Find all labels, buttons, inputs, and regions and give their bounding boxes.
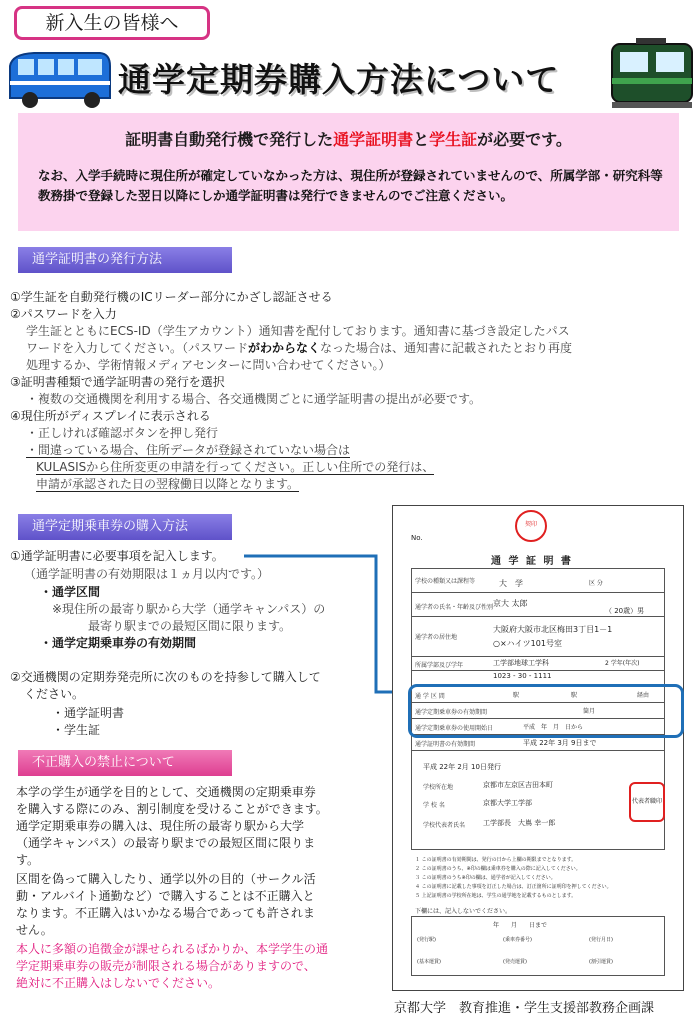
cert-field: ５ 上記証明書の学校所在地は、学生の通学地を記載するものとします。 — [415, 893, 577, 899]
cert-field: 京都大学工学部 — [483, 799, 532, 807]
purchase-section-note: 最寄り駅までの最短区間に限ります。 — [88, 619, 292, 633]
issue-step-3-line: ・複数の交通機関を利用する場合、各交通機関ごとに通学証明書の提出が必要です。 — [26, 392, 482, 406]
cert-field: 通 学 区 間 — [415, 693, 445, 700]
cert-field: 平成 22年 3月 9日まで — [523, 739, 597, 747]
page-title: 通学定期券購入方法について — [118, 60, 560, 99]
cert-field: 駅 — [513, 692, 520, 699]
cert-field: 1023 - 30 - 1111 — [493, 672, 552, 680]
purchase-step-2-line: ください。 — [24, 687, 85, 701]
cert-field: (発行月日) — [589, 937, 613, 943]
cert-field: (割引運賃) — [589, 959, 613, 965]
notice-note: なお、入学手続時に現住所が確定していなかった方は、現住所が登録されていませんので、所属学部・研究科等教務掛で登録した翌日以降にしか通学証明書は発行できませんのでご注意ください。 — [38, 168, 663, 203]
cert-field: 箇月 — [583, 708, 596, 715]
purchase-step-2: ②交通機関の定期券発売所に次のものを持参して購入して — [10, 670, 321, 684]
cert-notes — [415, 856, 612, 901]
issue-step-3: ③証明書種類で通学証明書の発行を選択 — [10, 375, 225, 389]
connector-arrow — [240, 548, 412, 708]
cert-field: 通学証明書の有効期間 — [415, 741, 476, 748]
cert-seal: 代表者職印 — [629, 782, 665, 822]
purchase-step-1: ①通学証明書に必要事項を記入します。 — [10, 549, 224, 563]
cert-field: 通学者の居住地 — [415, 634, 458, 641]
cert-field: ４ この証明書に記載した事項を訂正した場合は、訂正箇所に証明印を押してください。 — [415, 884, 612, 890]
cert-field: 学校代表者氏名 — [423, 822, 466, 829]
issue-step-2: ②パスワードを入力 — [10, 307, 117, 321]
cert-field: 下欄には、記入しないでください。 — [415, 908, 512, 915]
issue-step-4-line: ・正しければ確認ボタンを押し発行 — [26, 426, 219, 440]
issue-step-4: ④現住所がディスプレイに表示される — [10, 409, 211, 423]
cert-field: 経由 — [637, 692, 650, 699]
footer-office: 京都大学 教育推進・学生支援部教務企画課 — [394, 1001, 655, 1016]
highlight-frame — [408, 684, 684, 738]
audience-badge: 新入生の皆様へ — [14, 6, 210, 40]
bus-icon — [4, 48, 114, 110]
section-heading-prohibited: 不正購入の禁止について — [18, 750, 232, 776]
cert-field: ２ この証明書のうち、※印の欄は乗車券を購入の際に記入してください。 — [415, 866, 581, 872]
student-id-highlight: 学生証 — [429, 130, 478, 149]
cert-stamp: 契印 — [515, 510, 547, 542]
cert-field: 工学部長 大嶌 幸一郎 — [483, 819, 556, 827]
issue-step-4-line: ・間違っている場合、住所データが登録されていない場合は — [26, 443, 351, 457]
cert-field: 学 校 名 — [423, 802, 445, 809]
cert-field: 2 学年(年次) — [605, 660, 640, 667]
cert-field: 京大 太郎 — [493, 599, 528, 608]
cert-field: (発売運賃) — [503, 959, 527, 965]
cert-field: 所属学部及び学年 — [415, 662, 464, 669]
issue-step-2-line: ワードを入力してください。（パスワードがわからなくなった場合は、通知書に記載されたとおり再度 — [26, 341, 573, 355]
cert-field: 年 月 日まで — [493, 922, 548, 929]
cert-field: (発行駅) — [417, 937, 436, 943]
train-icon — [606, 38, 696, 110]
bring-item-certificate: ・通学証明書 — [52, 706, 125, 720]
bring-item-student-id: ・学生証 — [52, 723, 101, 737]
cert-field: 学校の種類又は課程等 — [415, 578, 476, 585]
issue-step-2-line: 学生証とともにECS-ID（学生アカウント）通知書を配付しております。通知書に基づき設定したパス — [26, 324, 570, 338]
issue-step-4-line: KULASISから住所変更の申請を行ってください。正しい住所での発行は、 — [36, 460, 435, 474]
purchase-section-note: ※現住所の最寄り駅から大学（通学キャンパス）の — [52, 602, 326, 616]
cert-field: (乗車券番号) — [503, 937, 532, 943]
purchase-item-section: ・通学区間 — [40, 585, 101, 599]
cert-field: （ 20歳）男 — [605, 607, 645, 615]
issue-step-2-line: 処理するか、学術情報メディアセンターに問い合わせてください。） — [26, 358, 391, 372]
purchase-item-period: ・通学定期乗車券の有効期間 — [40, 636, 197, 650]
prohibited-paragraph-1: 本学の学生が通学を目的として、交通機関の定期乗車券 を購入する際にのみ、割引制度を受けることができます。 通学定期乗車券の購入は、現住所の最寄り駅から大学 （通学キャンパス）の最寄り駅までの最短区間に限りま す。 — [16, 785, 328, 867]
cert-field: 通学者の氏名・年齢及び性別 — [415, 604, 494, 611]
issue-step-1: ①学生証を自動発行機のICリーダー部分にかざし認証させる — [10, 290, 333, 304]
cert-field: 平成 年 月 日から — [523, 724, 584, 731]
certificate-highlight: 通学証明書 — [333, 130, 414, 149]
purchase-validity-note: （通学証明書の有効期限は１ヵ月以内です。） — [24, 567, 270, 581]
cert-field: 駅 — [571, 692, 578, 699]
issue-step-4-line: 申請が承認された日の翌稼働日以降となります。 — [36, 477, 300, 491]
section-heading-purchase: 通学定期乗車券の購入方法 — [18, 514, 232, 540]
section-heading-issue: 通学証明書の発行方法 — [18, 247, 232, 273]
cert-field: 工学部地球工学科 — [493, 659, 549, 667]
cert-field: (基本運賃) — [417, 959, 441, 965]
cert-field: 大 学 — [499, 579, 523, 588]
cert-field: 大阪府大阪市北区梅田3丁目1－1 — [493, 625, 613, 634]
cert-field: １ この証明書の有効期間は、発行の日から上欄の期限までとなります。 — [415, 857, 577, 863]
notice-box — [18, 113, 679, 231]
cert-field: 区 分 — [589, 580, 603, 587]
cert-field: 通学定期乗車券の有効期間 — [415, 709, 488, 716]
cert-field: 学校所在地 — [423, 784, 454, 791]
cert-field: 京都市左京区吉田本町 — [483, 781, 553, 789]
cert-field: 平成 22年 2月 10日発行 — [423, 763, 501, 771]
notice-headline: 証明書自動発行機で発行した通学証明書と学生証が必要です。 — [125, 130, 572, 149]
certificate-sample — [392, 505, 684, 991]
cert-field: ３ この証明書のうち※印の欄は、通学者が記入してください。 — [415, 875, 556, 881]
cert-title: 通 学 証 明 書 — [491, 556, 573, 567]
prohibited-paragraph-2: 区間を偽って購入したり、通学以外の目的（サークル活 動・アルバイト通勤など）で購入することは不正購入と なります。不正購入はいかなる場合であっても許されま せん。 — [16, 872, 316, 937]
cert-field: ○×ハイツ101号室 — [493, 639, 562, 648]
prohibited-warning: 本人に多額の追徴金が課せられるばかりか、本学学生の通 学定期乗車券の販売が制限される場合がありますので、 絶対に不正購入はしないでください。 — [16, 942, 329, 990]
cert-no: No. — [411, 534, 423, 542]
cert-field: 通学定期乗車券の使用開始日 — [415, 725, 494, 732]
